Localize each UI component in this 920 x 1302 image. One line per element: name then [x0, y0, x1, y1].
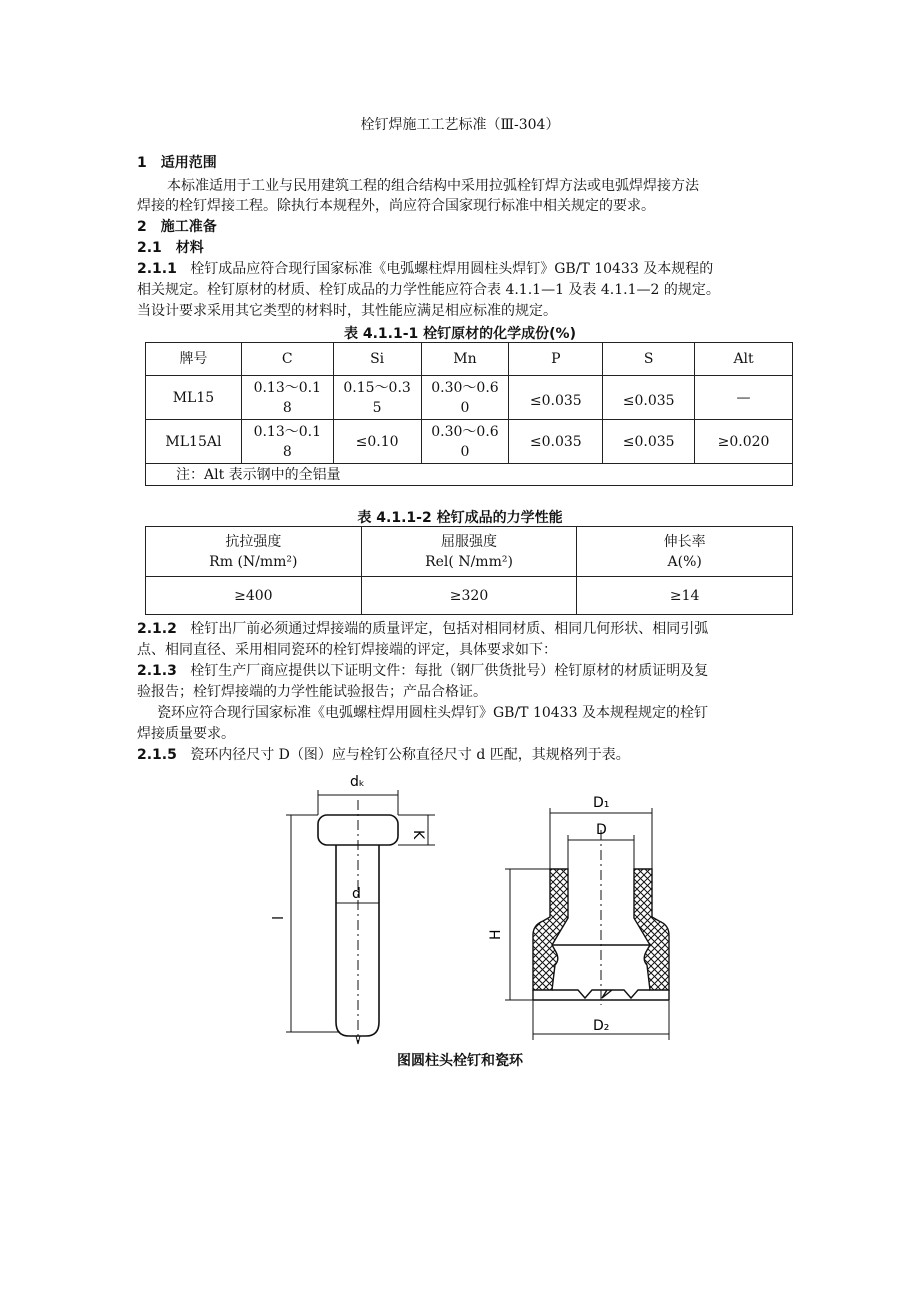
cell-s: ≤0.035	[603, 376, 695, 420]
cell-mn-line-1: 0.30～0.6	[431, 379, 499, 396]
header-unit: Rm (N/mm²)	[209, 553, 298, 570]
clause-number: 2.1.3	[137, 663, 177, 679]
clause-text: 栓钉生产厂商应提供以下证明文件：每批（钢厂供货批号）栓钉原材的材质证明及复	[190, 663, 709, 679]
header-name: 伸长率	[663, 533, 706, 550]
label-dk: dₖ	[350, 774, 365, 790]
clause-2-1-3-line-2: 验报告；栓钉焊接端的力学性能试验报告；产品合格证。	[137, 684, 487, 700]
label-d: d	[352, 886, 361, 902]
label-D1: D₁	[593, 795, 610, 811]
cell-c-line-2: 8	[282, 443, 292, 460]
cell-si: ≤0.10	[333, 420, 421, 464]
table-note: 注：Alt 表示钢中的全铝量	[146, 464, 793, 486]
clause-text: 瓷环内径尺寸 D（图）应与栓钉公称直径尺寸 d 匹配，其规格列于表。	[190, 747, 630, 763]
section-2-1-heading: 2.1 材料	[137, 240, 204, 256]
cell-c-line-1: 0.13～0.1	[253, 379, 321, 396]
header-alt: Alt	[695, 343, 793, 376]
section-2-heading: 2 施工准备	[137, 219, 217, 235]
header-unit: Rel( N/mm²)	[425, 553, 513, 570]
clause-text: 栓钉成品应符合现行国家标准《电弧螺柱焊用圆柱头焊钉》GB/T 10433 及本规程的	[190, 261, 714, 277]
label-D2: D₂	[593, 1018, 610, 1034]
header-name: 抗拉强度	[225, 533, 282, 550]
ceramic-ring-drawing	[505, 808, 669, 1040]
header-c: C	[241, 343, 333, 376]
clause-2-1-1-line-3: 当设计要求采用其它类型的材料时，其性能应满足相应标准的规定。	[137, 303, 557, 319]
header-mn: Mn	[421, 343, 509, 376]
section-1-body-line-1: 本标准适用于工业与民用建筑工程的组合结构中采用拉弧栓钉焊方法或电弧焊焊接方法	[167, 178, 699, 194]
label-l: l	[268, 916, 284, 920]
header-name: 屈服强度	[441, 533, 498, 550]
cell-mn-line-2: 0	[460, 443, 470, 460]
stud-drawing	[286, 790, 435, 1044]
header-si: Si	[333, 343, 421, 376]
label-H: H	[488, 929, 504, 940]
header-grade: 牌号	[146, 343, 242, 376]
ceramic-ring-line-1: 瓷环应符合现行国家标准《电弧螺柱焊用圆柱头焊钉》GB/T 10433 及本规程规定的栓钉	[157, 705, 708, 721]
cell-c-line-1: 0.13～0.1	[253, 423, 321, 440]
clause-2-1-2-line-2: 点、相同直径、采用相同瓷环的栓钉焊接端的评定，具体要求如下：	[137, 642, 557, 658]
clause-number: 2.1.5	[137, 747, 177, 763]
cell-tensile-strength: ≥400	[146, 577, 362, 615]
cell-yield-strength: ≥320	[361, 577, 577, 615]
figure-caption: 图圆柱头栓钉和瓷环	[397, 1053, 523, 1069]
cell-s: ≤0.035	[603, 420, 695, 464]
clause-text: 栓钉出厂前必须通过焊接端的质量评定，包括对相同材质、相同几何形状、相同引弧	[190, 621, 709, 637]
cell-c-line-2: 8	[282, 399, 292, 416]
clause-number: 2.1.2	[137, 621, 177, 637]
header-unit: A(%)	[667, 553, 702, 570]
cell-p: ≤0.035	[509, 420, 603, 464]
cell-mn-line-1: 0.30～0.6	[431, 423, 499, 440]
clause-2-1-1-line-2: 相关规定。栓钉原材的材质、栓钉成品的力学性能应符合表 4.1.1—1 及表 4.1.1—2 的规定。	[137, 282, 720, 298]
clause-number: 2.1.1	[137, 261, 177, 277]
header-s: S	[603, 343, 695, 376]
cell-elongation: ≥14	[577, 577, 793, 615]
cell-alt: ≥0.020	[695, 420, 793, 464]
cell-si-line-2: 5	[372, 399, 382, 416]
cell-p: ≤0.035	[509, 376, 603, 420]
table-1-caption: 表 4.1.1-1 栓钉原材的化学成份(%)	[344, 326, 576, 342]
header-p: P	[509, 343, 603, 376]
cell-mn-line-2: 0	[460, 399, 470, 416]
section-1-body-line-2: 焊接的栓钉焊接工程。除执行本规程外，尚应符合国家现行标准中相关规定的要求。	[137, 198, 655, 214]
table-2-caption: 表 4.1.1-2 栓钉成品的力学性能	[357, 510, 563, 526]
cell-si-line-1: 0.15～0.3	[343, 379, 411, 396]
label-D: D	[596, 822, 607, 838]
page-title: 栓钉焊施工工艺标准（Ⅲ-304）	[360, 117, 560, 133]
cell-grade: ML15Al	[146, 420, 242, 464]
ceramic-ring-line-2: 焊接质量要求。	[137, 726, 235, 742]
section-1-heading: 1 适用范围	[137, 155, 217, 171]
cell-grade: ML15	[146, 376, 242, 420]
label-k: K	[410, 830, 426, 840]
cell-alt: —	[695, 376, 793, 420]
